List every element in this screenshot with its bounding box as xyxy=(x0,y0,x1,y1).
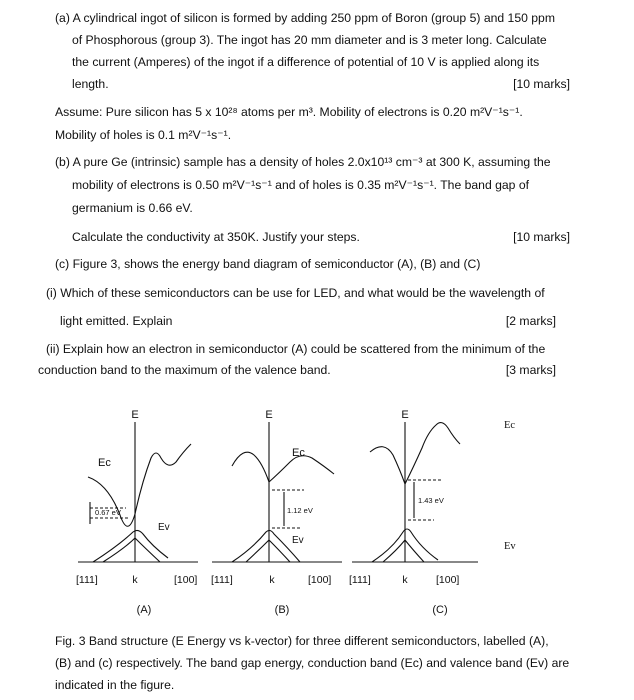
question-i-marks: [2 marks] xyxy=(505,314,556,328)
panel-a-gap-label: 0.67 eV xyxy=(95,508,121,517)
question-a-line-2: of Phosphorous (group 3). The ingot has 20 mm diameter and is 3 meter long. Calculate xyxy=(72,33,547,47)
panel-c-conduction-band xyxy=(370,423,460,484)
panel-a-ec-label: Ec xyxy=(98,457,111,469)
panel-c-axis-label: E xyxy=(401,409,409,421)
panel-a-diagram xyxy=(78,422,198,562)
panel-c-diagram xyxy=(352,422,478,562)
panel-b-ec-label: Ec xyxy=(292,447,305,459)
panel-b-axis-label: E xyxy=(265,409,273,421)
question-a-line-3: the current (Amperes) of the ingot if a difference of potential of 10 V is applied along its xyxy=(72,55,540,69)
panel-c-caption: (C) xyxy=(432,604,448,616)
question-c-line: (c) Figure 3, shows the energy band diagram of semiconductor (A), (B) and (C) xyxy=(55,257,481,271)
panel-c-k-label: k xyxy=(402,574,408,586)
panel-a-caption: (A) xyxy=(136,604,152,616)
panel-b-right-direction: [100] xyxy=(308,574,332,586)
panel-b-diagram xyxy=(212,422,342,562)
panel-a-left-direction: [111] xyxy=(76,574,98,586)
panel-c-gap-label: 1.43 eV xyxy=(418,496,444,505)
legend-ev: Ev xyxy=(504,541,516,552)
question-b-marks: [10 marks] xyxy=(513,230,570,244)
panel-b-valence-band xyxy=(232,530,300,562)
assume-line-2: Mobility of holes is 0.1 m²V⁻¹s⁻¹. xyxy=(55,128,232,142)
question-a-line-1: (a) A cylindrical ingot of silicon is formed by adding 250 ppm of Boron (group 5) and 150 ppm xyxy=(55,11,555,25)
panel-c-left-direction: [111] xyxy=(349,574,371,586)
question-i-line-1: (i) Which of these semiconductors can be use for LED, and what would be the wavelength of xyxy=(46,286,545,300)
question-ii-marks: [3 marks] xyxy=(505,363,556,377)
question-i-line-2: light emitted. Explain xyxy=(60,314,173,328)
panel-a-ev-label: Ev xyxy=(158,522,170,533)
panel-b-left-direction: [111] xyxy=(211,574,233,586)
question-ii-line-1: (ii) Explain how an electron in semiconductor (A) could be scattered from the minimum of the xyxy=(46,342,546,356)
panel-b-gap-label: 1.12 eV xyxy=(287,506,313,515)
question-b-line-1: (b) A pure Ge (intrinsic) sample has a density of holes 2.0x10¹³ cm⁻³ at 300 K, assuming the xyxy=(55,155,551,169)
panel-a-right-direction: [100] xyxy=(174,574,198,586)
panel-c-right-direction: [100] xyxy=(436,574,460,586)
question-b-line-3: germanium is 0.66 eV. xyxy=(72,201,193,215)
question-a-marks: [10 marks] xyxy=(513,77,570,91)
panel-b-ev-label: Ev xyxy=(292,535,304,546)
legend-ec: Ec xyxy=(504,420,516,431)
figure-caption-line-2: (B) and (c) respectively. The band gap energy, conduction band (Ec) and valence band (Ev) are xyxy=(55,656,570,670)
panel-a-k-label: k xyxy=(132,574,138,586)
assume-line-1: Assume: Pure silicon has 5 x 10²⁸ atoms per m³. Mobility of electrons is 0.20 m²V⁻¹s⁻¹. xyxy=(55,105,523,119)
figure-caption-line-1: Fig. 3 Band structure (E Energy vs k-vector) for three different semiconductors, labelled (A), xyxy=(55,634,549,648)
question-b-calc: Calculate the conductivity at 350K. Justify your steps. xyxy=(72,230,360,244)
panel-c-valence-band-2 xyxy=(383,540,424,562)
panel-a-axis-label: E xyxy=(131,409,139,421)
question-ii-line-2: conduction band to the maximum of the valence band. xyxy=(38,363,331,377)
panel-a-valence-band xyxy=(93,530,168,562)
panel-b-k-label: k xyxy=(269,574,275,586)
question-a-line-4: length. xyxy=(72,77,109,91)
figure-caption-line-3: indicated in the figure. xyxy=(55,678,175,692)
question-b-line-2: mobility of electrons is 0.50 m²V⁻¹s⁻¹ and of holes is 0.35 m²V⁻¹s⁻¹. The band gap of xyxy=(72,178,530,192)
panel-b-caption: (B) xyxy=(274,604,290,616)
panel-b-conduction-band xyxy=(232,452,334,482)
